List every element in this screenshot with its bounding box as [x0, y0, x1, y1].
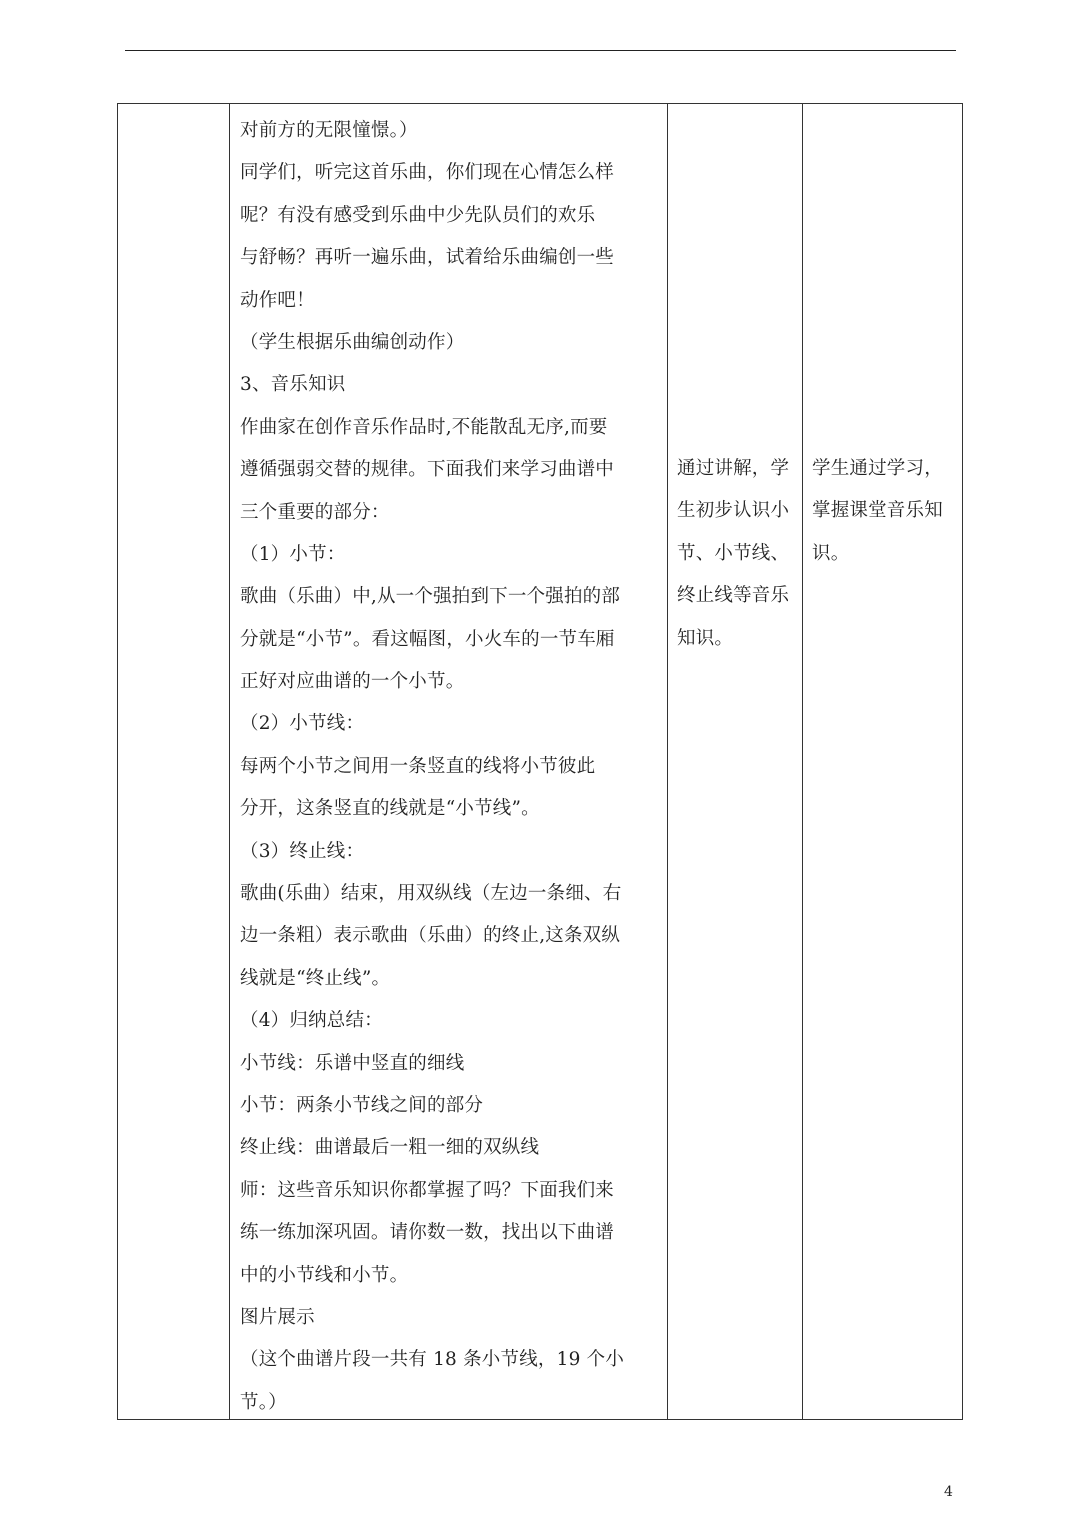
content-line: （这个曲谱片段一共有 18 条小节线，19 个小: [240, 1349, 625, 1371]
content-line: 小节：两条小节线之间的部分: [240, 1094, 484, 1116]
content-line: 3、音乐知识: [240, 374, 346, 396]
purpose-line: 通过讲解，学: [677, 458, 790, 479]
teaching-content-lines: [240, 110, 661, 1424]
content-line: 图片展示: [240, 1306, 315, 1328]
content-line: 遵循强弱交替的规律。下面我们来学习曲谱中: [240, 459, 615, 481]
content-line: 与舒畅？再听一遍乐曲，试着给乐曲编创一些: [240, 247, 615, 269]
lesson-plan-table: [117, 103, 963, 1420]
effect-line: 掌握课堂音乐知: [812, 500, 943, 522]
content-line: 边一条粗）表示歌曲（乐曲）的终止,这条双纵: [240, 925, 621, 947]
content-line: （2）小节线：: [240, 713, 365, 735]
effect-line: 学生通过学习，: [812, 458, 943, 479]
header-rule: [125, 50, 956, 51]
expected-effect-lines: [812, 448, 957, 575]
purpose-line: 生初步认识小: [677, 500, 790, 522]
content-line: （4）归纳总结：: [240, 1010, 383, 1032]
purpose-line: 知识。: [677, 627, 734, 649]
content-line: 分就是“小节”。看这幅图，小火车的一节车厢: [240, 628, 615, 650]
content-line: 线就是“终止线”。: [240, 967, 391, 989]
content-line: 歌曲（乐曲）中,从一个强拍到下一个强拍的部: [240, 586, 621, 608]
design-purpose-lines: [677, 448, 796, 660]
content-line: 动作吧！: [240, 289, 315, 311]
content-line: （学生根据乐曲编创动作）: [240, 331, 465, 353]
content-line: 中的小节线和小节。: [240, 1264, 409, 1286]
expected-effect-cell: [803, 104, 963, 1419]
purpose-line: 节、小节线、: [677, 542, 790, 564]
content-line: （3）终止线：: [240, 840, 365, 862]
content-line: 作曲家在创作音乐作品时,不能散乱无序,而要: [240, 416, 608, 438]
content-line: 师：这些音乐知识你都掌握了吗？下面我们来: [240, 1179, 615, 1201]
design-purpose-cell: [668, 104, 802, 1419]
content-line: （1）小节：: [240, 543, 346, 565]
content-line: 练一练加深巩固。请你数一数，找出以下曲谱: [240, 1222, 615, 1244]
content-line: 呢？有没有感受到乐曲中少先队员们的欢乐: [240, 204, 596, 226]
purpose-line: 终止线等音乐: [677, 585, 790, 607]
teaching-content-cell: [230, 104, 667, 1419]
content-line: 终止线：曲谱最后一粗一细的双纵线: [240, 1137, 540, 1159]
content-line: 三个重要的部分：: [240, 501, 390, 523]
content-line: 同学们，听完这首乐曲，你们现在心情怎么样: [240, 162, 615, 184]
content-line: 对前方的无限憧憬。）: [240, 120, 418, 141]
content-line: 歌曲(乐曲）结束，用双纵线（左边一条细、右: [240, 883, 622, 905]
content-line: 节。）: [240, 1391, 287, 1413]
content-line: 正好对应曲谱的一个小节。: [240, 671, 465, 693]
effect-line: 识。: [812, 542, 850, 564]
content-line: 每两个小节之间用一条竖直的线将小节彼此: [240, 755, 596, 777]
content-line: 小节线：乐谱中竖直的细线: [240, 1052, 465, 1074]
content-line: 分开，这条竖直的线就是“小节线”。: [240, 798, 540, 820]
page-number: 4: [944, 1484, 953, 1500]
